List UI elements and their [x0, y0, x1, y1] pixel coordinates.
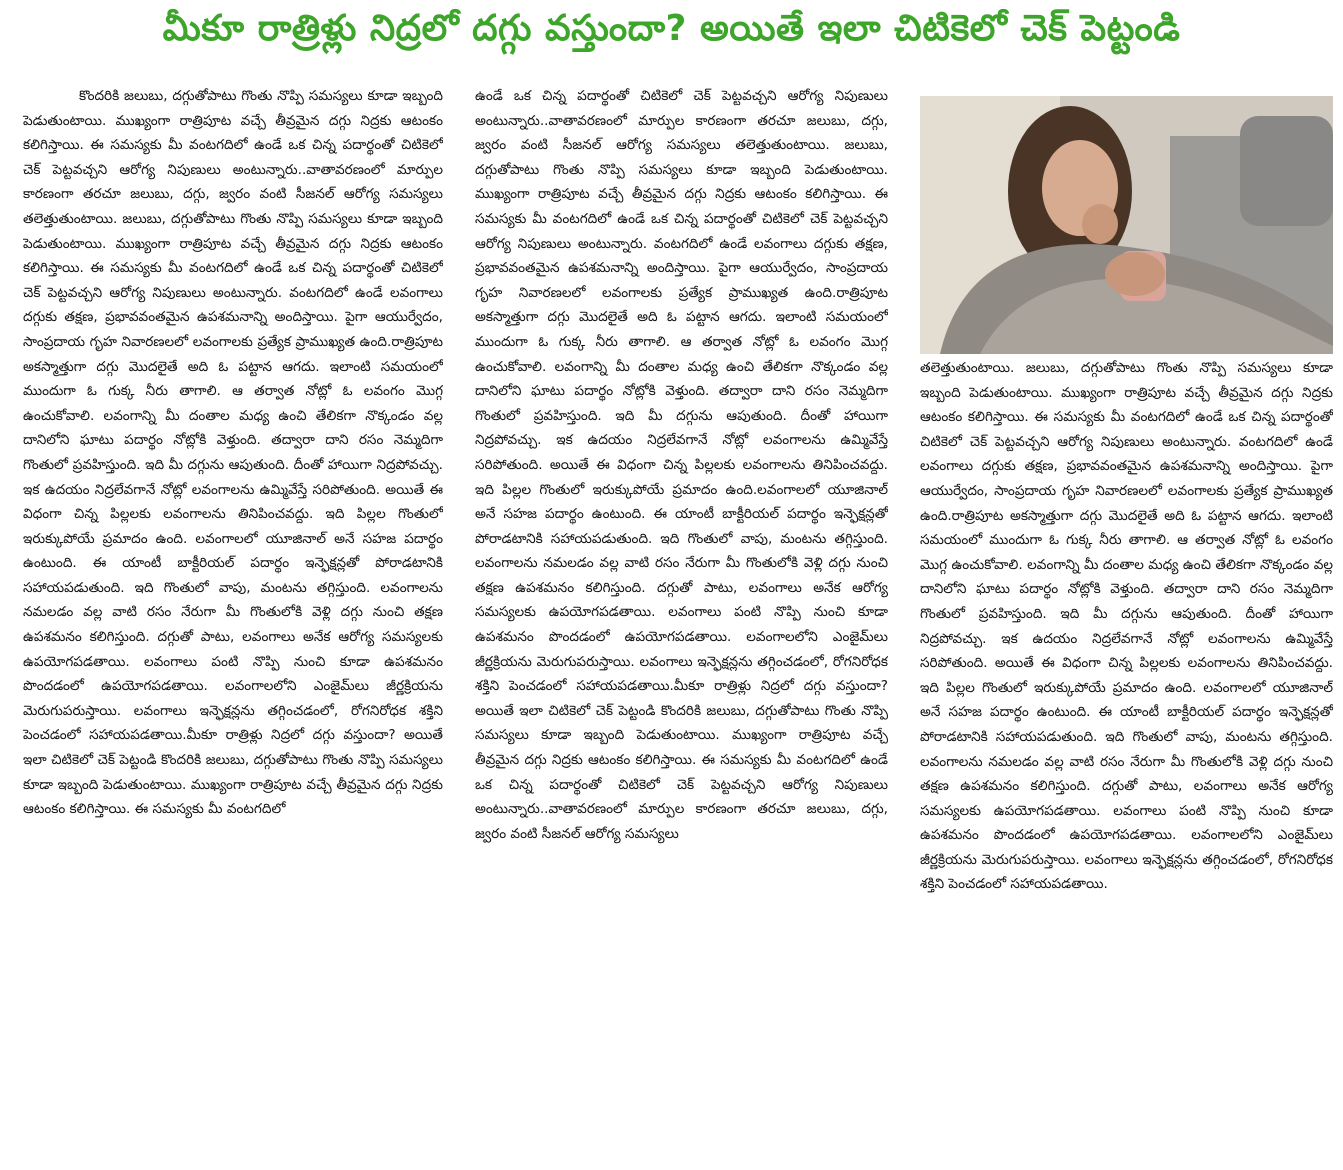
- woman-coughing-photo-illustration: [920, 96, 1333, 354]
- woman-coughing-photo: [920, 96, 1333, 354]
- article-column-3: [920, 356, 1333, 1156]
- article-paragraph: కొందరికి జలుబు, దగ్గుతోపాటు గొంతు నొప్పి సమస్యలు కూడా ఇబ్బంది పెడుతుంటాయి. ముఖ్యంగా రాత్రిపూట వచ్చే తీవ్రమైన దగ్గు నిద్రకు ఆటంకం కలిగిస్తాయి. ఈ సమస్యకు మీ వంటగదిలో ఉండే ఒక చిన్న పదార్థంతో చిటికెలో చెక్ పెట్టవచ్చని ఆరోగ్య నిపుణులు అంటున్నారు..వాతావరణంలో మార్పుల కారణంగా తరచూ జలుబు, దగ్గు, జ్వరం వంటి సీజనల్ ఆరోగ్య సమస్యలు తలెత్తుతుంటాయి. జలుబు, దగ్గుతోపాటు గొంతు నొప్పి సమస్యలు కూడా ఇబ్బంది పెడుతుంటాయి. ముఖ్యంగా రాత్రిపూట వచ్చే తీవ్రమైన దగ్గు నిద్రకు ఆటంకం కలిగిస్తాయి. ఈ సమస్యకు మీ వంటగదిలో ఉండే ఒక చిన్న పదార్థంతో చిటికెలో చెక్ పెట్టవచ్చని ఆరోగ్య నిపుణులు అంటున్నారు. వంటగదిలో ఉండే లవంగాలు దగ్గుకు తక్షణ, ప్రభావవంతమైన ఉపశమనాన్ని అందిస్తాయి. పైగా ఆయుర్వేదం, సాంప్రదాయ గృహ నివారణలలో లవంగాలకు ప్రత్యేక ప్రాముఖ్యత ఉంది.రాత్రిపూట అకస్మాత్తుగా దగ్గు మొదలైతే అది ఓ పట్టాన ఆగదు. ఇలాంటి సమయంలో ముందుగా ఓ గుక్క నీరు తాగాలి. ఆ తర్వాత నోట్లో ఓ లవంగం మొగ్గ ఉంచుకోవాలి. లవంగాన్ని మీ దంతాల మధ్య ఉంచి తేలికగా నొక్కండం వల్ల దానిలోని ఘాటు పదార్థం నోట్లోకి వెళ్తుంది. తద్వారా దాని రసం నెమ్మదిగా గొంతులో ప్రవహిస్తుంది. ఇది మీ దగ్గును ఆపుతుంది. దీంతో హాయిగా నిద్రపోవచ్చు. ఇక ఉదయం నిద్రలేవగానే నోట్లో లవంగాలను ఉమ్మివేస్తే సరిపోతుంది. అయితే ఈ విధంగా చిన్న పిల్లలకు లవంగాలను తినిపించవద్దు. ఇది పిల్లల గొంతులో ఇరుక్కుపోయే ప్రమాదం ఉంది. లవంగాలలో యూజినాల్ అనే సహజ పదార్థం ఉంటుంది. ఈ యాంటీ బాక్టీరియల్ పదార్థం ఇన్ఫెక్షన్లతో పోరాడటానికి సహాయపడుతుంది. ఇది గొంతులో వాపు, మంటను తగ్గిస్తుంది. లవంగాలను నమలడం వల్ల వాటి రసం నేరుగా మీ గొంతులోకి వెళ్లి దగ్గు నుంచి తక్షణ ఉపశమనం కలిగిస్తుంది. దగ్గుతో పాటు, లవంగాలు అనేక ఆరోగ్య సమస్యలకు ఉపయోగపడతాయి. లవంగాలు పంటి నొప్పి నుంచి కూడా ఉపశమనం పొందడంలో ఉపయోగపడతాయి. లవంగాలలోని ఎంజైమ్‌లు జీర్ణక్రియను మెరుగుపరుస్తాయి. లవంగాలు ఇన్ఫెక్షన్లను తగ్గించడంలో, రోగనిరోధక శక్తిని పెంచడంలో సహాయపడతాయి.మీకూ రాత్రిళ్లు నిద్రలో దగ్గు వస్తుందా? అయితే ఇలా చిటికెలో చెక్ పెట్టండి కొందరికి జలుబు, దగ్గుతోపాటు గొంతు నొప్పి సమస్యలు కూడా ఇబ్బంది పెడుతుంటాయి. ముఖ్యంగా రాత్రిపూట వచ్చే తీవ్రమైన దగ్గు నిద్రకు ఆటంకం కలిగిస్తాయి. ఈ సమస్యకు మీ వంటగదిలో: [23, 88, 443, 818]
- article-headline: మీకూ రాత్రిళ్లు నిద్రలో దగ్గు వస్తుందా? అయితే ఇలా చిటికెలో చెక్ పెట్టండి: [162, 8, 1181, 49]
- article-column-2: [475, 84, 888, 1164]
- article-paragraph: ఉండే ఒక చిన్న పదార్థంతో చిటికెలో చెక్ పెట్టవచ్చని ఆరోగ్య నిపుణులు అంటున్నారు..వాతావరణంలో మార్పుల కారణంగా తరచూ జలుబు, దగ్గు, జ్వరం వంటి సీజనల్ ఆరోగ్య సమస్యలు తలెత్తుతుంటాయి. జలుబు, దగ్గుతోపాటు గొంతు నొప్పి సమస్యలు కూడా ఇబ్బంది పెడుతుంటాయి. ముఖ్యంగా రాత్రిపూట వచ్చే తీవ్రమైన దగ్గు నిద్రకు ఆటంకం కలిగిస్తాయి. ఈ సమస్యకు మీ వంటగదిలో ఉండే ఒక చిన్న పదార్థంతో చిటికెలో చెక్ పెట్టవచ్చని ఆరోగ్య నిపుణులు అంటున్నారు. వంటగదిలో ఉండే లవంగాలు దగ్గుకు తక్షణ, ప్రభావవంతమైన ఉపశమనాన్ని అందిస్తాయి. పైగా ఆయుర్వేదం, సాంప్రదాయ గృహ నివారణలలో లవంగాలకు ప్రత్యేక ప్రాముఖ్యత ఉంది.రాత్రిపూట అకస్మాత్తుగా దగ్గు మొదలైతే అది ఓ పట్టాన ఆగదు. ఇలాంటి సమయంలో ముందుగా ఓ గుక్క నీరు తాగాలి. ఆ తర్వాత నోట్లో ఓ లవంగం మొగ్గ ఉంచుకోవాలి. లవంగాన్ని మీ దంతాల మధ్య ఉంచి తేలికగా నొక్కండం వల్ల దానిలోని ఘాటు పదార్థం నోట్లోకి వెళ్తుంది. తద్వారా దాని రసం నెమ్మదిగా గొంతులో ప్రవహిస్తుంది. ఇది మీ దగ్గును ఆపుతుంది. దీంతో హాయిగా నిద్రపోవచ్చు. ఇక ఉదయం నిద్రలేవగానే నోట్లో లవంగాలను ఉమ్మివేస్తే సరిపోతుంది. అయితే ఈ విధంగా చిన్న పిల్లలకు లవంగాలను తినిపించవద్దు. ఇది పిల్లల గొంతులో ఇరుక్కుపోయే ప్రమాదం ఉంది.లవంగాలలో యూజినాల్ అనే సహజ పదార్థం ఉంటుంది. ఈ యాంటీ బాక్టీరియల్ పదార్థం ఇన్ఫెక్షన్లతో పోరాడటానికి సహాయపడుతుంది. ఇది గొంతులో వాపు, మంటను తగ్గిస్తుంది. లవంగాలను నమలడం వల్ల వాటి రసం నేరుగా మీ గొంతులోకి వెళ్లి దగ్గు నుంచి తక్షణ ఉపశమనం కలిగిస్తుంది. దగ్గుతో పాటు, లవంగాలు అనేక ఆరోగ్య సమస్యలకు ఉపయోగపడతాయి. లవంగాలు పంటి నొప్పి నుంచి కూడా ఉపశమనం పొందడంలో ఉపయోగపడతాయి. లవంగాలలోని ఎంజైమ్‌లు జీర్ణక్రియను మెరుగుపరుస్తాయి. లవంగాలు ఇన్ఫెక్షన్లను తగ్గించడంలో, రోగనిరోధక శక్తిని పెంచడంలో సహాయపడతాయి.మీకూ రాత్రిళ్లు నిద్రలో దగ్గు వస్తుందా? అయితే ఇలా చిటికెలో చెక్ పెట్టండి కొందరికి జలుబు, దగ్గుతోపాటు గొంతు నొప్పి సమస్యలు కూడా ఇబ్బంది పెడుతుంటాయి. ముఖ్యంగా రాత్రిపూట వచ్చే తీవ్రమైన దగ్గు నిద్రకు ఆటంకం కలిగిస్తాయి. ఈ సమస్యకు మీ వంటగదిలో ఉండే ఒక చిన్న పదార్థంతో చిటికెలో చెక్ పెట్టవచ్చని ఆరోగ్య నిపుణులు అంటున్నారు..వాతావరణంలో మార్పుల కారణంగా తరచూ జలుబు, దగ్గు, జ్వరం వంటి సీజనల్ ఆరోగ్య సమస్యలు: [475, 88, 888, 842]
- article-paragraph: తలెత్తుతుంటాయి. జలుబు, దగ్గుతోపాటు గొంతు నొప్పి సమస్యలు కూడా ఇబ్బంది పెడుతుంటాయి. ముఖ్యంగా రాత్రిపూట వచ్చే తీవ్రమైన దగ్గు నిద్రకు ఆటంకం కలిగిస్తాయి. ఈ సమస్యకు మీ వంటగదిలో ఉండే ఒక చిన్న పదార్థంతో చిటికెలో చెక్ పెట్టవచ్చని ఆరోగ్య నిపుణులు అంటున్నారు. వంటగదిలో ఉండే లవంగాలు దగ్గుకు తక్షణ, ప్రభావవంతమైన ఉపశమనాన్ని అందిస్తాయి. పైగా ఆయుర్వేదం, సాంప్రదాయ గృహ నివారణలలో లవంగాలకు ప్రత్యేక ప్రాముఖ్యత ఉంది.రాత్రిపూట అకస్మాత్తుగా దగ్గు మొదలైతే అది ఓ పట్టాన ఆగదు. ఇలాంటి సమయంలో ముందుగా ఓ గుక్క నీరు తాగాలి. ఆ తర్వాత నోట్లో ఓ లవంగం మొగ్గ ఉంచుకోవాలి. లవంగాన్ని మీ దంతాల మధ్య ఉంచి తేలికగా నొక్కండం వల్ల దానిలోని ఘాటు పదార్థం నోట్లోకి వెళ్తుంది. తద్వారా దాని రసం నెమ్మదిగా గొంతులో ప్రవహిస్తుంది. ఇది మీ దగ్గును ఆపుతుంది. దీంతో హాయిగా నిద్రపోవచ్చు. ఇక ఉదయం నిద్రలేవగానే నోట్లో లవంగాలను ఉమ్మివేస్తే సరిపోతుంది. అయితే ఈ విధంగా చిన్న పిల్లలకు లవంగాలను తినిపించవద్దు. ఇది పిల్లల గొంతులో ఇరుక్కుపోయే ప్రమాదం ఉంది. లవంగాలలో యూజినాల్ అనే సహజ పదార్థం ఉంటుంది. ఈ యాంటీ బాక్టీరియల్ పదార్థం ఇన్ఫెక్షన్లతో పోరాడటానికి సహాయపడుతుంది. ఇది గొంతులో వాపు, మంటను తగ్గిస్తుంది. లవంగాలను నమలడం వల్ల వాటి రసం నేరుగా మీ గొంతులోకి వెళ్లి దగ్గు నుంచి తక్షణ ఉపశమనం కలిగిస్తుంది. దగ్గుతో పాటు, లవంగాలు అనేక ఆరోగ్య సమస్యలకు ఉపయోగపడతాయి. లవంగాలు పంటి నొప్పి నుంచి కూడా ఉపశమనం పొందడంలో ఉపయోగపడతాయి. లవంగాలలోని ఎంజైమ్‌లు జీర్ణక్రియను మెరుగుపరుస్తాయి. లవంగాలు ఇన్ఫెక్షన్లను తగ్గించడంలో, రోగనిరోధక శక్తిని పెంచడంలో సహాయపడతాయి.: [920, 360, 1333, 893]
- article-column-1: [23, 84, 443, 1164]
